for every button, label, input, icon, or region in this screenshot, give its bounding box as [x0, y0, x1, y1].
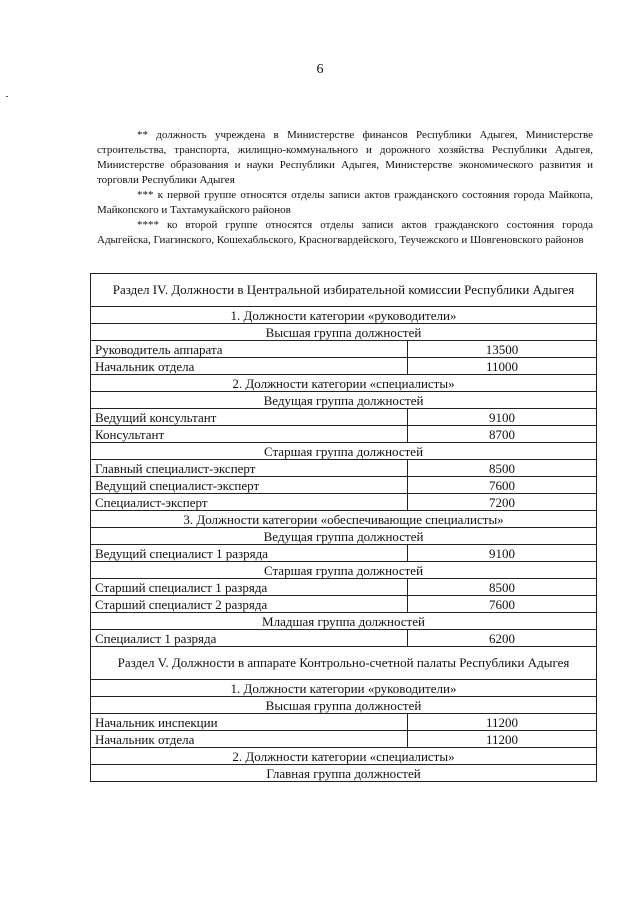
salary-value: 11200	[408, 714, 597, 731]
position-name: Начальник инспекции	[91, 714, 408, 731]
salary-value: 8700	[408, 426, 597, 443]
table-row	[91, 358, 597, 375]
group-title: Главная группа должностей	[91, 765, 597, 782]
position-name: Старший специалист 2 разряда	[91, 596, 408, 613]
salary-value: 6200	[408, 630, 597, 647]
category-row	[91, 375, 597, 392]
position-name: Руководитель аппарата	[91, 341, 408, 358]
table-row	[91, 714, 597, 731]
group-row	[91, 392, 597, 409]
footnote-double-star: ** должность учреждена в Министерстве финансов Республики Адыгея, Министерстве строительства, транспорта, жилищно-коммунального и дорожного хозяйства Республики Адыгея, Министерстве образования и науки Республики Адыгея, Министерстве экономического развития и торговли Республики Адыгея	[97, 129, 593, 186]
table-row	[91, 460, 597, 477]
section-header-row	[91, 647, 597, 680]
group-title: Высшая группа должностей	[91, 697, 597, 714]
position-name: Консультант	[91, 426, 408, 443]
salary-value: 7600	[408, 477, 597, 494]
group-row	[91, 613, 597, 630]
position-name: Начальник отдела	[91, 358, 408, 375]
salary-value: 8500	[408, 460, 597, 477]
category-title: 3. Должности категории «обеспечивающие специалисты»	[91, 511, 597, 528]
table-row	[91, 596, 597, 613]
table-row	[91, 426, 597, 443]
scan-mark	[6, 96, 8, 97]
section-title: Раздел IV. Должности в Центральной избирательной комиссии Республики Адыгея	[91, 274, 597, 307]
group-title: Высшая группа должностей	[91, 324, 597, 341]
position-name: Ведущий специалист 1 разряда	[91, 545, 408, 562]
category-row	[91, 748, 597, 765]
salary-table	[90, 273, 597, 782]
page-number: 6	[316, 62, 324, 77]
category-title: 1. Должности категории «руководители»	[91, 680, 597, 697]
salary-value: 11200	[408, 731, 597, 748]
section-title: Раздел V. Должности в аппарате Контрольно-счетной палаты Республики Адыгея	[91, 647, 597, 680]
footnote-triple-star: *** к первой группе относятся отделы записи актов гражданского состояния города Майкопа, Майкопского и Тахтамукайского районов	[97, 189, 593, 216]
table-row	[91, 409, 597, 426]
position-name: Специалист 1 разряда	[91, 630, 408, 647]
group-title: Ведущая группа должностей	[91, 528, 597, 545]
table-row	[91, 545, 597, 562]
table-row	[91, 579, 597, 596]
table-row	[91, 630, 597, 647]
group-title: Старшая группа должностей	[91, 562, 597, 579]
salary-value: 11000	[408, 358, 597, 375]
salary-value: 9100	[408, 409, 597, 426]
category-title: 1. Должности категории «руководители»	[91, 307, 597, 324]
group-row	[91, 697, 597, 714]
salary-value: 7600	[408, 596, 597, 613]
group-row	[91, 765, 597, 782]
table-row	[91, 341, 597, 358]
category-row	[91, 680, 597, 697]
salary-value: 7200	[408, 494, 597, 511]
group-title: Ведущая группа должностей	[91, 392, 597, 409]
group-title: Старшая группа должностей	[91, 443, 597, 460]
table-row	[91, 731, 597, 748]
group-row	[91, 562, 597, 579]
group-title: Младшая группа должностей	[91, 613, 597, 630]
salary-value: 9100	[408, 545, 597, 562]
section-header-row	[91, 274, 597, 307]
position-name: Старший специалист 1 разряда	[91, 579, 408, 596]
category-row	[91, 307, 597, 324]
position-name: Главный специалист-эксперт	[91, 460, 408, 477]
group-row	[91, 443, 597, 460]
footnotes	[97, 128, 593, 248]
category-title: 2. Должности категории «специалисты»	[91, 375, 597, 392]
group-row	[91, 324, 597, 341]
table-row	[91, 477, 597, 494]
group-row	[91, 528, 597, 545]
footnote-quadruple-star: **** ко второй группе относятся отделы записи актов гражданского состояния города Адыгейска, Гиагинского, Кошехабльского, Красногвардейского, Теучежского и Шовгеновского районов	[97, 219, 593, 246]
position-name: Ведущий специалист-эксперт	[91, 477, 408, 494]
position-name: Специалист-эксперт	[91, 494, 408, 511]
salary-value: 13500	[408, 341, 597, 358]
position-name: Ведущий консультант	[91, 409, 408, 426]
position-name: Начальник отдела	[91, 731, 408, 748]
category-title: 2. Должности категории «специалисты»	[91, 748, 597, 765]
table-row	[91, 494, 597, 511]
category-row	[91, 511, 597, 528]
salary-value: 8500	[408, 579, 597, 596]
